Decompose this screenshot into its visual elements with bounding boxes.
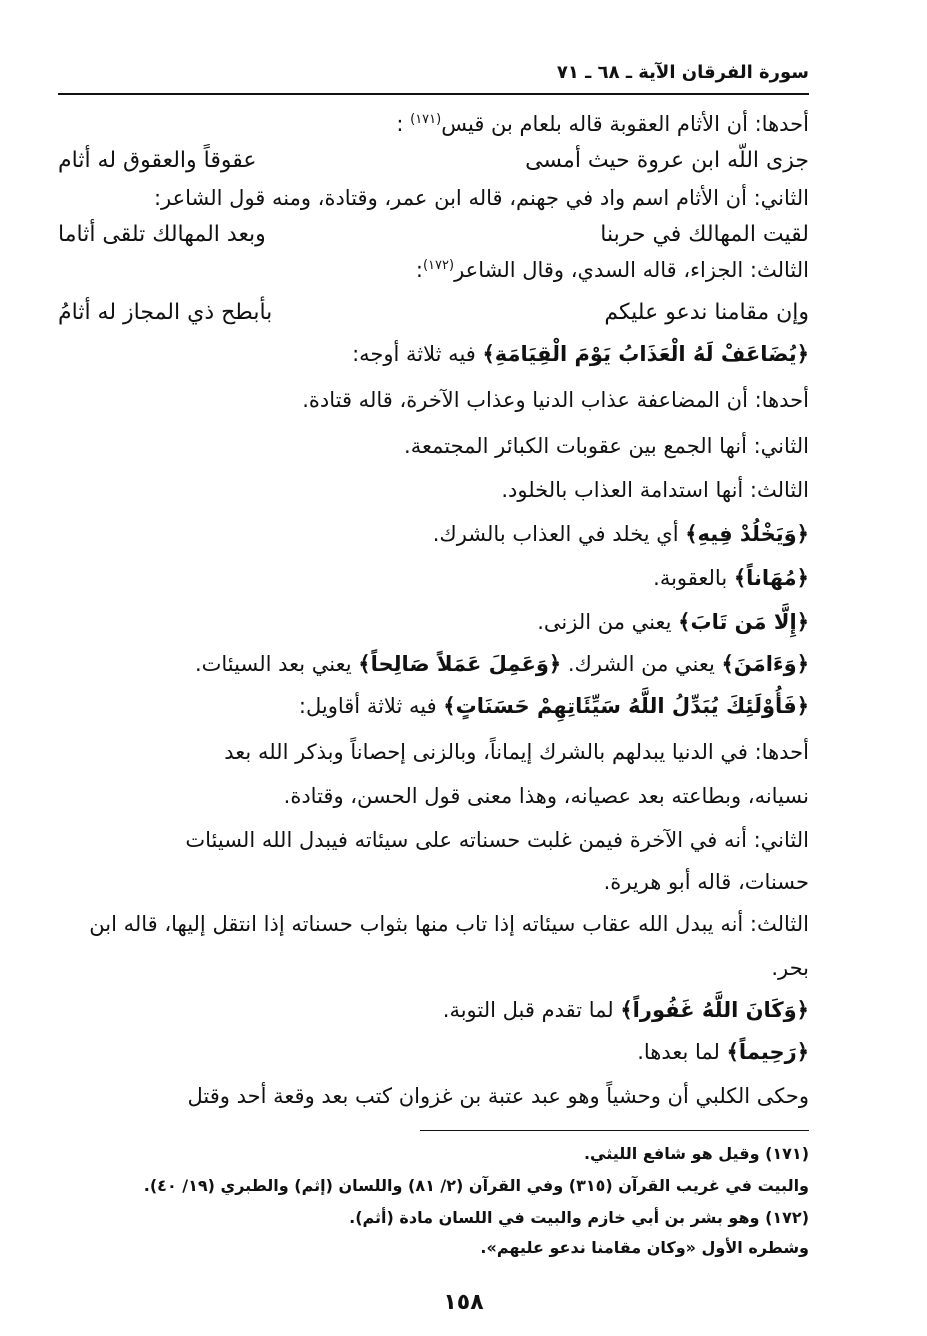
text-line: أحدها: أن المضاعفة عذاب الدنيا وعذاب الآخرة، قاله قتادة. — [302, 388, 809, 412]
text-line: أحدها: أن الأثام العقوبة قاله بلعام بن قيس$^{(١٧١)}$ : — [396, 112, 809, 136]
quran-quote: ﴿وَيَخْلُدْ فِيهِ﴾ — [685, 522, 809, 546]
quran-quote: ﴿مُهَاناً﴾ — [733, 566, 809, 590]
verse-hemistich-left: بأبطح ذي المجاز له أثامُ — [58, 300, 273, 325]
text-line: الثالث: أنه يبدل الله عقاب سيئاته إذا تاب منها بثواب حسناته إذا انتقل إليها، قاله ابن — [89, 912, 809, 936]
quran-line: ﴿رَحِيماً﴾ لما بعدها. — [637, 1040, 809, 1064]
header-rule — [58, 93, 809, 95]
quran-quote: ﴿رَحِيماً﴾ — [726, 1040, 809, 1064]
text-line: الثالث: أنها استدامة العذاب بالخلود. — [501, 478, 809, 502]
quran-line: ﴿وَيَخْلُدْ فِيهِ﴾ أي يخلد في العذاب بالشرك. — [432, 522, 809, 546]
text-line: حسنات، قاله أبو هريرة. — [603, 870, 809, 894]
quran-quote: ﴿وَعَمِلَ عَمَلاً صَالِحاً﴾ — [358, 652, 562, 676]
quran-line: ﴿يُضَاعَفْ لَهُ الْعَذَابُ يَوْمَ الْقِيَامَةِ﴾ فيه ثلاثة أوجه: — [352, 342, 809, 366]
poem-verse — [58, 222, 809, 247]
text-line: الثاني: أن الأثام اسم واد في جهنم، قاله ابن عمر، وقتادة، ومنه قول الشاعر: — [153, 186, 809, 210]
text-line: الثاني: أنه في الآخرة فيمن غلبت حسناته على سيئاته فيبدل الله السيئات — [185, 828, 809, 852]
quran-quote: ﴿فَأُوْلَئِكَ يُبَدِّلُ اللَّهُ سَيِّئَاتِهِمْ حَسَنَاتٍ﴾ — [443, 694, 809, 718]
page-number: ١٥٨ — [443, 1290, 484, 1315]
verse-hemistich-left: وبعد المهالك تلقى أثاما — [58, 222, 266, 247]
footnote-ref[interactable]: (١٧٢) — [422, 258, 455, 273]
quran-quote: ﴿يُضَاعَفْ لَهُ الْعَذَابُ يَوْمَ الْقِيَامَةِ﴾ — [482, 342, 809, 366]
quran-quote: ﴿وَكَانَ اللَّهُ غَفُوراً﴾ — [620, 998, 809, 1022]
running-header — [58, 62, 809, 92]
quran-quote: ﴿إِلَّا مَن تَابَ﴾ — [678, 610, 809, 634]
verse-hemistich-right: لقيت المهالك في حربنا — [600, 222, 809, 247]
footnote-rule — [420, 1130, 809, 1131]
verse-hemistich-right: جزى اللّه ابن عروة حيث أمسى — [525, 148, 809, 173]
text-line: نسيانه، وبطاعته بعد عصيانه، وهذا معنى قول الحسن، وقتادة. — [283, 784, 809, 808]
quran-line: ﴿وَكَانَ اللَّهُ غَفُوراً﴾ لما تقدم قبل التوبة. — [442, 998, 809, 1022]
header-title: سورة الفرقان الآية ـ ٦٨ ـ ٧١ — [556, 62, 809, 83]
text-line: أحدها: في الدنيا يبدلهم بالشرك إيماناً، وبالزنى إحصاناً وبذكر الله بعد — [224, 740, 809, 764]
poem-verse — [58, 148, 809, 173]
quran-line: ﴿فَأُوْلَئِكَ يُبَدِّلُ اللَّهُ سَيِّئَاتِهِمْ حَسَنَاتٍ﴾ فيه ثلاثة أقاويل: — [298, 694, 809, 718]
text-line: بحر. — [771, 956, 809, 980]
poem-verse — [58, 300, 809, 325]
verse-hemistich-left: عقوقاً والعقوق له أثام — [58, 148, 257, 173]
text-line: وحكى الكلبي أن وحشياً وهو عبد عتبة بن غزوان كتب بعد وقعة أحد وقتل — [187, 1084, 809, 1108]
quran-quote: ﴿وَءَامَنَ﴾ — [721, 652, 809, 676]
quran-line: ﴿مُهَاناً﴾ بالعقوبة. — [653, 566, 809, 590]
footnote: (١٧٢) وهو بشر بن أبي خازم والبيت في اللسان مادة (أثم). — [349, 1208, 809, 1227]
text-line: الثالث: الجزاء، قاله السدي، وقال الشاعر$^{(١٧٢)}$: — [415, 258, 809, 282]
footnote-ref[interactable]: (١٧١) — [410, 112, 442, 127]
quran-line: ﴿إِلَّا مَن تَابَ﴾ يعني من الزنى. — [537, 610, 809, 634]
footnote: وشطره الأول «وكان مقامنا ندعو عليهم». — [480, 1238, 809, 1257]
footnote: (١٧١) وقيل هو شافع الليثي. — [583, 1144, 809, 1163]
quran-line: ﴿وَءَامَنَ﴾ يعني من الشرك. ﴿وَعَمِلَ عَمَلاً صَالِحاً﴾ يعني بعد السيئات. — [194, 652, 809, 676]
footnote: والبيت في غريب القرآن (٣١٥) وفي القرآن (٢/ ٨١) واللسان (إثم) والطبري (١٩/ ٤٠). — [143, 1176, 809, 1195]
text-line: الثاني: أنها الجمع بين عقوبات الكبائر المجتمعة. — [404, 434, 809, 458]
verse-hemistich-right: وإن مقامنا ندعو عليكم — [604, 300, 809, 325]
